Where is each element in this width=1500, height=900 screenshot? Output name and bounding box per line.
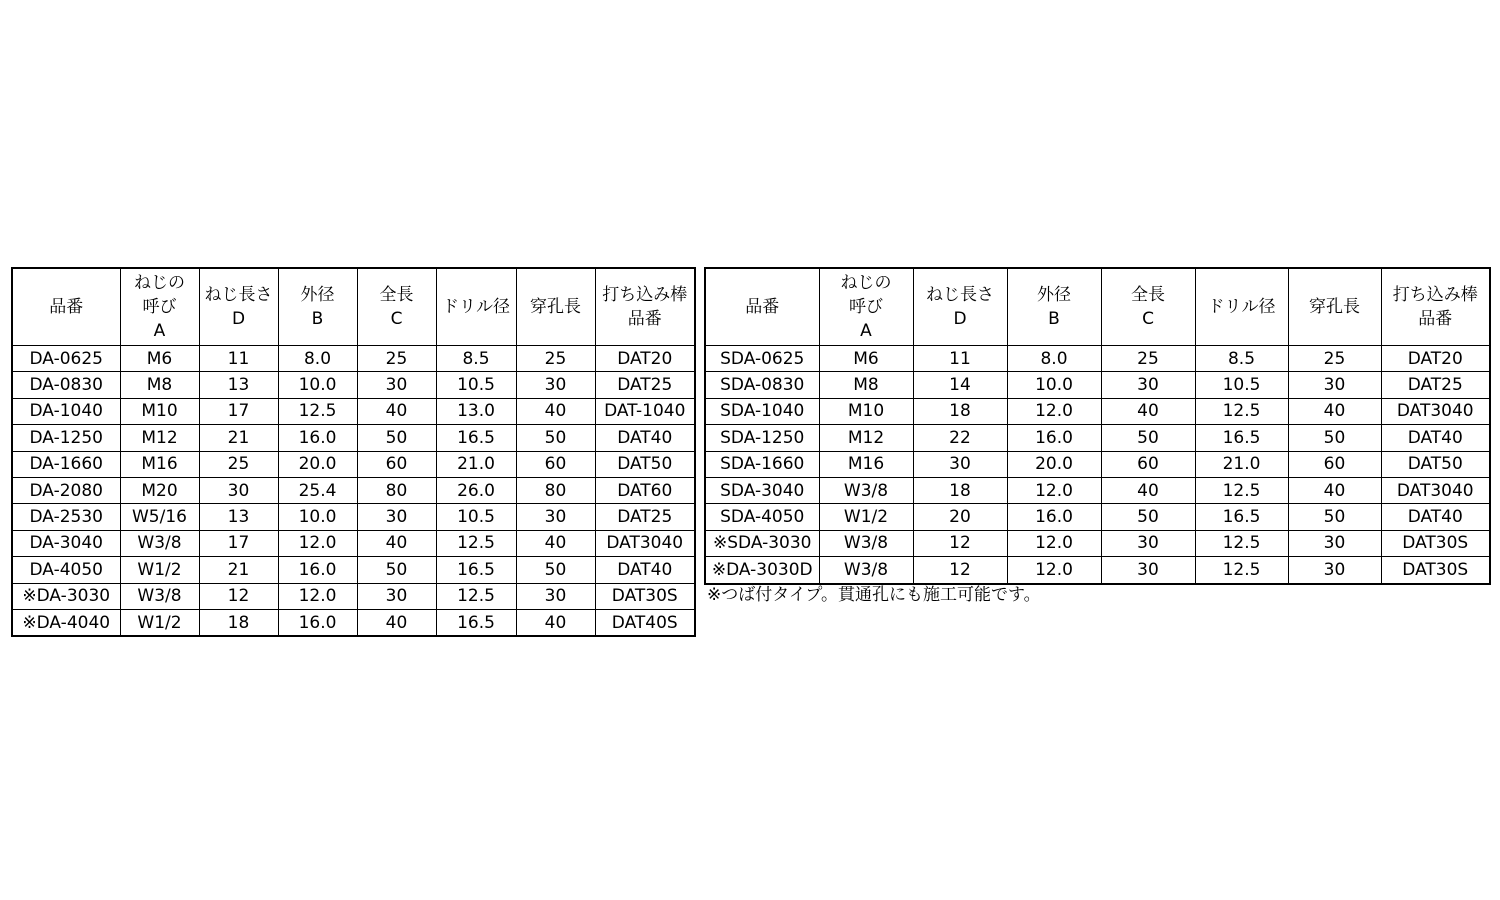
- table-cell: ※DA-3030: [12, 583, 120, 609]
- table-cell: 18: [913, 398, 1007, 424]
- col-thread-size: ねじの 呼び A: [819, 268, 913, 346]
- table-cell: 50: [1288, 504, 1381, 530]
- table-cell: DA-0625: [12, 346, 120, 372]
- table-cell: DAT40: [1381, 504, 1490, 530]
- table-cell: 8.5: [436, 346, 516, 372]
- table-cell: M6: [819, 346, 913, 372]
- table-cell: W5/16: [120, 504, 199, 530]
- table-cell: 50: [357, 425, 436, 451]
- table-cell: SDA-1040: [705, 398, 819, 424]
- table-row: [12, 504, 695, 530]
- table-cell: DAT60: [595, 477, 695, 503]
- table-cell: 10.5: [436, 372, 516, 398]
- table-cell: 13: [199, 372, 278, 398]
- table-cell: 40: [1288, 477, 1381, 503]
- table-cell: 16.0: [278, 557, 357, 583]
- table-cell: W3/8: [819, 557, 913, 584]
- table-cell: 22: [913, 425, 1007, 451]
- table-cell: 20: [913, 504, 1007, 530]
- table-cell: 18: [199, 609, 278, 636]
- table-cell: 16.5: [436, 609, 516, 636]
- table-cell: W3/8: [819, 477, 913, 503]
- table-cell: DA-2530: [12, 504, 120, 530]
- table-cell: 25: [357, 346, 436, 372]
- table-cell: DAT20: [595, 346, 695, 372]
- col-setting-tool: 打ち込み棒 品番: [1381, 268, 1490, 346]
- table-row: [12, 372, 695, 398]
- table-cell: 80: [516, 477, 595, 503]
- table-cell: 40: [516, 530, 595, 556]
- table-cell: M10: [120, 398, 199, 424]
- table-cell: 12: [913, 530, 1007, 556]
- col-part-number: 品番: [705, 268, 819, 346]
- table-cell: 12.0: [1007, 477, 1101, 503]
- table-row: [705, 557, 1490, 584]
- table-cell: DAT3040: [1381, 398, 1490, 424]
- table-cell: 17: [199, 398, 278, 424]
- table-cell: 40: [1101, 477, 1195, 503]
- table-cell: DA-2080: [12, 477, 120, 503]
- table-cell: 17: [199, 530, 278, 556]
- table-cell: DA-3040: [12, 530, 120, 556]
- table-cell: 40: [1101, 398, 1195, 424]
- table-cell: 12.5: [436, 583, 516, 609]
- table-header: [705, 268, 1490, 346]
- table-cell: 60: [516, 451, 595, 477]
- table-cell: 40: [357, 398, 436, 424]
- table-cell: 11: [913, 346, 1007, 372]
- table-cell: 8.0: [278, 346, 357, 372]
- table-cell: SDA-3040: [705, 477, 819, 503]
- table-cell: 10.0: [278, 504, 357, 530]
- table-cell: 50: [516, 557, 595, 583]
- table-cell: 21: [199, 425, 278, 451]
- col-total-length: 全長 C: [1101, 268, 1195, 346]
- table-cell: 25: [1288, 346, 1381, 372]
- table-cell: M6: [120, 346, 199, 372]
- table-cell: 30: [1101, 530, 1195, 556]
- table-cell: DAT20: [1381, 346, 1490, 372]
- table-cell: DA-4050: [12, 557, 120, 583]
- table-cell: 16.0: [1007, 425, 1101, 451]
- table-cell: 12.5: [1195, 398, 1288, 424]
- table-row: [705, 451, 1490, 477]
- table-cell: 50: [357, 557, 436, 583]
- table-cell: 40: [516, 609, 595, 636]
- table-cell: DAT3040: [1381, 477, 1490, 503]
- table-cell: 30: [1101, 557, 1195, 584]
- table-cell: 30: [1288, 557, 1381, 584]
- table-cell: W1/2: [819, 504, 913, 530]
- table-body: [705, 346, 1490, 584]
- table-cell: 12: [199, 583, 278, 609]
- table-cell: 50: [1288, 425, 1381, 451]
- table-cell: DA-1040: [12, 398, 120, 424]
- col-thread-length: ねじ長さ D: [913, 268, 1007, 346]
- table-cell: DAT40S: [595, 609, 695, 636]
- table-cell: W1/2: [120, 557, 199, 583]
- table-row: [705, 477, 1490, 503]
- table-cell: 60: [1288, 451, 1381, 477]
- table-cell: M8: [120, 372, 199, 398]
- table-row: [12, 346, 695, 372]
- table-cell: ※DA-4040: [12, 609, 120, 636]
- header-row: [12, 268, 695, 346]
- table-cell: W3/8: [120, 530, 199, 556]
- table-row: [12, 609, 695, 636]
- table-row: [705, 504, 1490, 530]
- table-cell: 40: [357, 530, 436, 556]
- table-cell: 21: [199, 557, 278, 583]
- table-cell: DAT30S: [595, 583, 695, 609]
- table-cell: 30: [1288, 530, 1381, 556]
- table-cell: SDA-1660: [705, 451, 819, 477]
- table-cell: 30: [357, 372, 436, 398]
- table-cell: 13.0: [436, 398, 516, 424]
- table-cell: SDA-4050: [705, 504, 819, 530]
- table-cell: DAT25: [1381, 372, 1490, 398]
- table-row: [705, 398, 1490, 424]
- table-cell: 12.0: [278, 530, 357, 556]
- table-cell: ※SDA-3030: [705, 530, 819, 556]
- table-cell: W3/8: [120, 583, 199, 609]
- table-cell: 25: [1101, 346, 1195, 372]
- table-cell: M8: [819, 372, 913, 398]
- table-cell: 40: [357, 609, 436, 636]
- table-cell: DAT40: [595, 425, 695, 451]
- footnote: ※つば付タイプ。貫通孔にも施工可能です。: [707, 585, 1041, 605]
- table-cell: M16: [120, 451, 199, 477]
- table-cell: 21.0: [436, 451, 516, 477]
- table-cell: 10.5: [436, 504, 516, 530]
- table-cell: 30: [516, 504, 595, 530]
- table-cell: 21.0: [1195, 451, 1288, 477]
- col-thread-length: ねじ長さ D: [199, 268, 278, 346]
- table-cell: 10.0: [1007, 372, 1101, 398]
- table-row: [12, 583, 695, 609]
- table-cell: 12.0: [1007, 557, 1101, 584]
- table-cell: DAT40: [595, 557, 695, 583]
- table-cell: DA-1660: [12, 451, 120, 477]
- table-cell: M12: [819, 425, 913, 451]
- table-cell: 80: [357, 477, 436, 503]
- table-cell: 50: [1101, 504, 1195, 530]
- table-cell: 12.5: [1195, 557, 1288, 584]
- table-cell: 40: [516, 398, 595, 424]
- table-cell: DAT30S: [1381, 530, 1490, 556]
- table-cell: DAT-1040: [595, 398, 695, 424]
- table-cell: 8.0: [1007, 346, 1101, 372]
- table-cell: DA-0830: [12, 372, 120, 398]
- table-cell: DAT30S: [1381, 557, 1490, 584]
- table-row: [705, 346, 1490, 372]
- col-setting-tool: 打ち込み棒 品番: [595, 268, 695, 346]
- table-cell: 12: [913, 557, 1007, 584]
- table-row: [12, 425, 695, 451]
- table-cell: 20.0: [1007, 451, 1101, 477]
- table-cell: 12.5: [1195, 530, 1288, 556]
- header-row: [705, 268, 1490, 346]
- table-row: [12, 398, 695, 424]
- table-cell: 25.4: [278, 477, 357, 503]
- table-cell: DAT3040: [595, 530, 695, 556]
- table-cell: DAT25: [595, 504, 695, 530]
- table-cell: SDA-1250: [705, 425, 819, 451]
- col-outer-diameter: 外径 B: [1007, 268, 1101, 346]
- table-cell: 12.5: [436, 530, 516, 556]
- table-row: [12, 477, 695, 503]
- table-cell: 25: [516, 346, 595, 372]
- table-cell: SDA-0625: [705, 346, 819, 372]
- table-cell: 30: [357, 583, 436, 609]
- table-cell: 12.0: [1007, 530, 1101, 556]
- table-cell: 12.5: [1195, 477, 1288, 503]
- table-cell: 60: [1101, 451, 1195, 477]
- table-cell: M12: [120, 425, 199, 451]
- col-part-number: 品番: [12, 268, 120, 346]
- col-drill-depth: 穿孔長: [516, 268, 595, 346]
- table-cell: 30: [199, 477, 278, 503]
- table-cell: M20: [120, 477, 199, 503]
- col-total-length: 全長 C: [357, 268, 436, 346]
- table-cell: 26.0: [436, 477, 516, 503]
- table-cell: 60: [357, 451, 436, 477]
- table-cell: DAT25: [595, 372, 695, 398]
- table-cell: 30: [516, 583, 595, 609]
- col-thread-size: ねじの 呼び A: [120, 268, 199, 346]
- table-cell: 14: [913, 372, 1007, 398]
- table-row: [12, 530, 695, 556]
- table-cell: DAT40: [1381, 425, 1490, 451]
- table-cell: 12.5: [278, 398, 357, 424]
- table-cell: DAT50: [1381, 451, 1490, 477]
- table-cell: W3/8: [819, 530, 913, 556]
- table-cell: ※DA-3030D: [705, 557, 819, 584]
- table-header: [12, 268, 695, 346]
- table-cell: 16.5: [436, 557, 516, 583]
- spec-table-da: [11, 267, 696, 637]
- table-cell: DA-1250: [12, 425, 120, 451]
- table-cell: 10.5: [1195, 372, 1288, 398]
- table-cell: 16.0: [278, 609, 357, 636]
- table-body: [12, 346, 695, 637]
- table-cell: 50: [1101, 425, 1195, 451]
- table-cell: M16: [819, 451, 913, 477]
- table-cell: 16.0: [1007, 504, 1101, 530]
- table-cell: 50: [516, 425, 595, 451]
- col-drill-diameter: ドリル径: [436, 268, 516, 346]
- table-cell: 8.5: [1195, 346, 1288, 372]
- table-cell: W1/2: [120, 609, 199, 636]
- table-cell: 16.5: [436, 425, 516, 451]
- table-cell: 16.5: [1195, 425, 1288, 451]
- table-cell: M10: [819, 398, 913, 424]
- table-cell: 30: [516, 372, 595, 398]
- spec-table-sda: [704, 267, 1491, 585]
- table-cell: 30: [1101, 372, 1195, 398]
- table-cell: 30: [913, 451, 1007, 477]
- table-cell: 16.5: [1195, 504, 1288, 530]
- col-outer-diameter: 外径 B: [278, 268, 357, 346]
- table-cell: 12.0: [1007, 398, 1101, 424]
- table-cell: SDA-0830: [705, 372, 819, 398]
- table-cell: 40: [1288, 398, 1381, 424]
- table-row: [12, 451, 695, 477]
- table-cell: 25: [199, 451, 278, 477]
- col-drill-diameter: ドリル径: [1195, 268, 1288, 346]
- table-row: [12, 557, 695, 583]
- table-row: [705, 425, 1490, 451]
- table-cell: 11: [199, 346, 278, 372]
- table-row: [705, 372, 1490, 398]
- table-row: [705, 530, 1490, 556]
- table-cell: 30: [357, 504, 436, 530]
- table-cell: 12.0: [278, 583, 357, 609]
- table-cell: DAT50: [595, 451, 695, 477]
- table-cell: 20.0: [278, 451, 357, 477]
- table-cell: 30: [1288, 372, 1381, 398]
- table-cell: 18: [913, 477, 1007, 503]
- table-cell: 13: [199, 504, 278, 530]
- table-cell: 10.0: [278, 372, 357, 398]
- col-drill-depth: 穿孔長: [1288, 268, 1381, 346]
- table-cell: 16.0: [278, 425, 357, 451]
